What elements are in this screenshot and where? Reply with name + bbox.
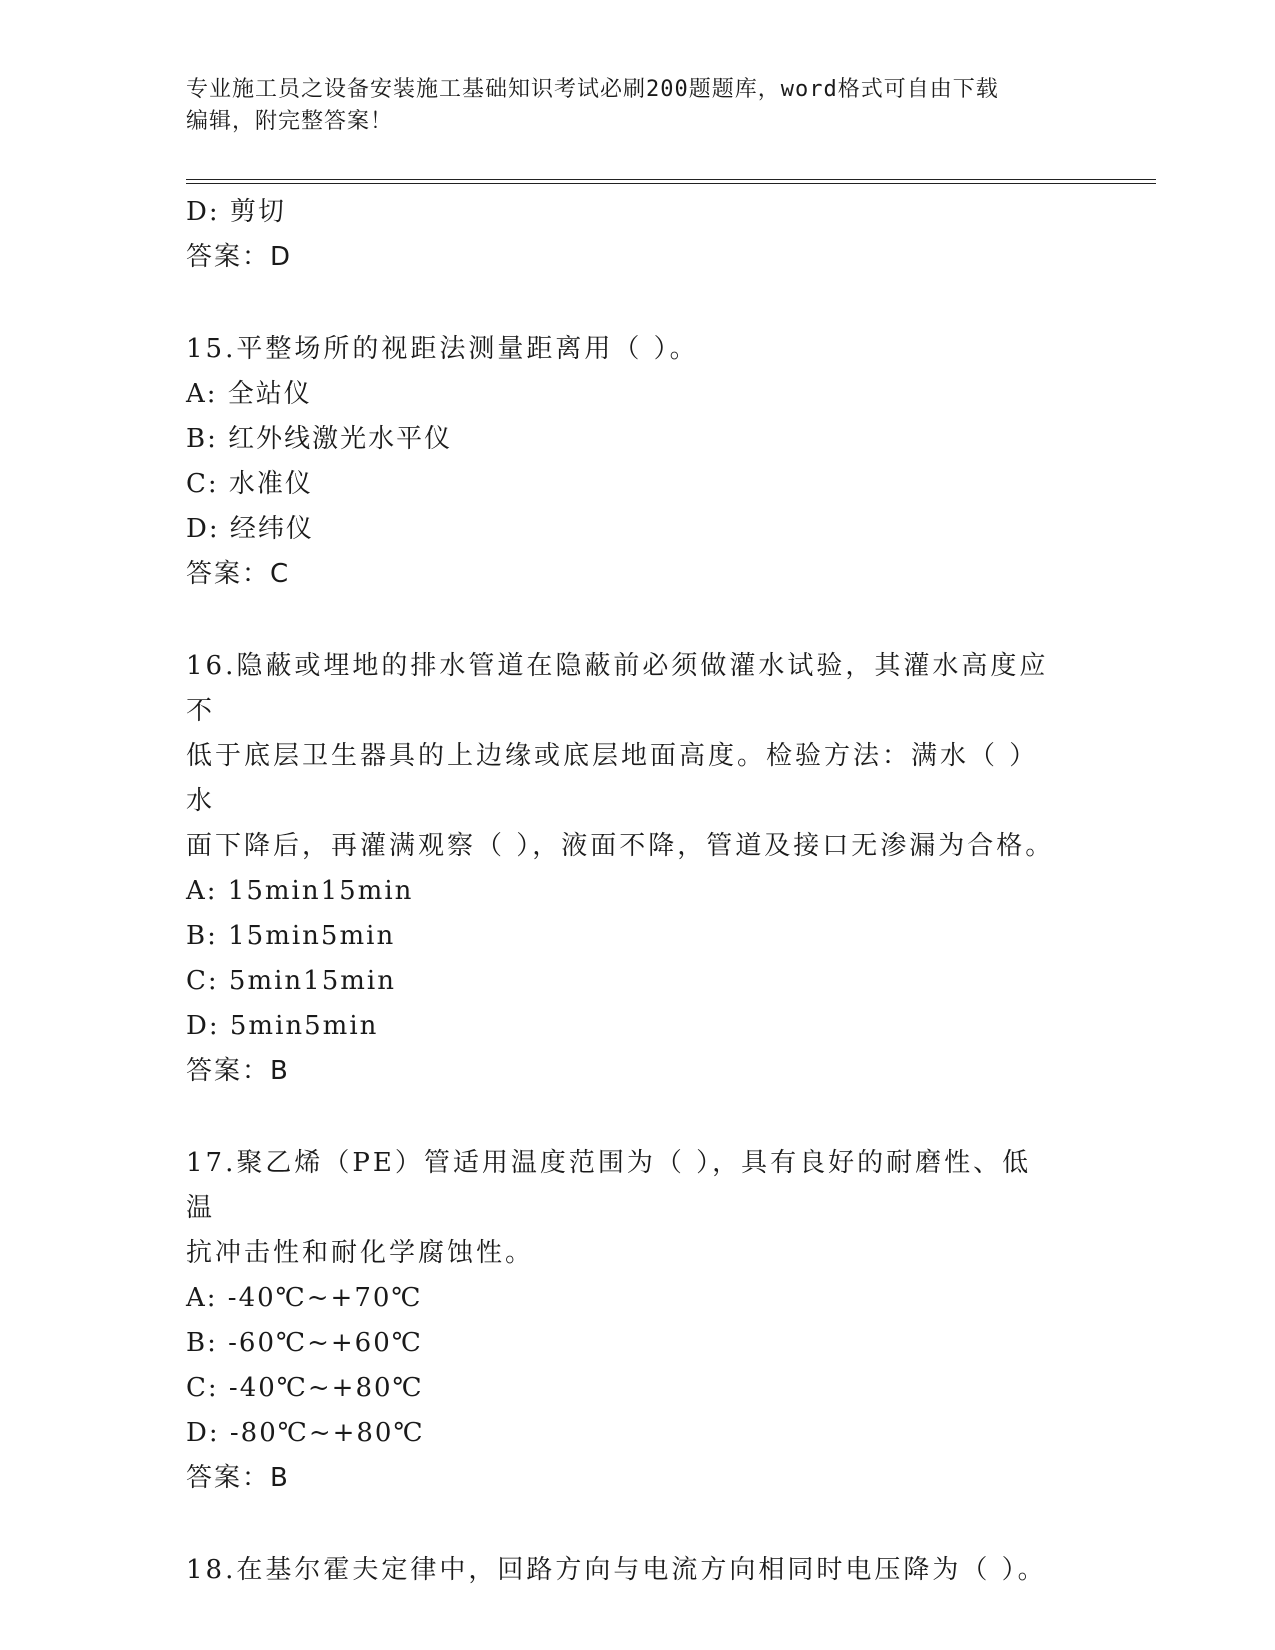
option-a: A: 15min15min — [186, 876, 414, 906]
question-stem-line-1: 16.隐蔽或埋地的排水管道在隐蔽前必须做灌水试验，其灌水高度应不 — [186, 651, 1049, 726]
answer-line: 答案：B — [186, 1463, 290, 1493]
question-list — [186, 190, 1086, 1593]
spacer — [186, 597, 1086, 644]
option-d: D: -80℃~+80℃ — [186, 1418, 425, 1448]
question-16 — [186, 644, 1086, 1094]
question-18 — [186, 1548, 1086, 1593]
answer-line: 答案：D — [186, 242, 293, 272]
option-c: C: 水准仪 — [186, 469, 313, 499]
header-divider-top — [186, 179, 1156, 180]
question-stem-line-2: 抗冲击性和耐化学腐蚀性。 — [186, 1238, 535, 1268]
question-17 — [186, 1141, 1086, 1501]
header-divider-bottom — [186, 183, 1156, 184]
option-b: B: 红外线激光水平仪 — [186, 424, 453, 454]
question-stem: 18.在基尔霍夫定律中，回路方向与电流方向相同时电压降为（ ）。 — [186, 1555, 1047, 1585]
question-stem: 15.平整场所的视距法测量距离用（ ）。 — [186, 334, 699, 364]
spacer — [186, 1501, 1086, 1548]
answer-line: 答案：C — [186, 559, 291, 589]
option-a: A: 全站仪 — [186, 379, 312, 409]
question-15 — [186, 327, 1086, 597]
option-d: D: 经纬仪 — [186, 514, 314, 544]
spacer — [186, 1094, 1086, 1141]
document-header — [186, 74, 1086, 138]
option-d: D: 5min5min — [186, 1011, 379, 1041]
question-stem-line-3: 面下降后，再灌满观察（ ），液面不降，管道及接口无渗漏为合格。 — [186, 831, 1055, 861]
option-b: B: -60℃~+60℃ — [186, 1328, 423, 1358]
question-stem-line-1: 17.聚乙烯（PE）管适用温度范围为（ ），具有良好的耐磨性、低温 — [186, 1148, 1032, 1223]
question-14-tail — [186, 190, 1086, 280]
option-c: C: 5min15min — [186, 966, 396, 996]
header-line-2: 编辑，附完整答案！ — [186, 109, 394, 134]
header-line-1: 专业施工员之设备安装施工基础知识考试必刷200题题库，word格式可自由下载 — [186, 77, 999, 102]
question-stem-line-2: 低于底层卫生器具的上边缘或底层地面高度。检验方法：满水（ ）水 — [186, 741, 1039, 816]
option-a: A: -40℃~+70℃ — [186, 1283, 423, 1313]
spacer — [186, 280, 1086, 327]
answer-line: 答案：B — [186, 1056, 290, 1086]
option-d: D: 剪切 — [186, 197, 286, 227]
option-b: B: 15min5min — [186, 921, 396, 951]
option-c: C: -40℃~+80℃ — [186, 1373, 424, 1403]
